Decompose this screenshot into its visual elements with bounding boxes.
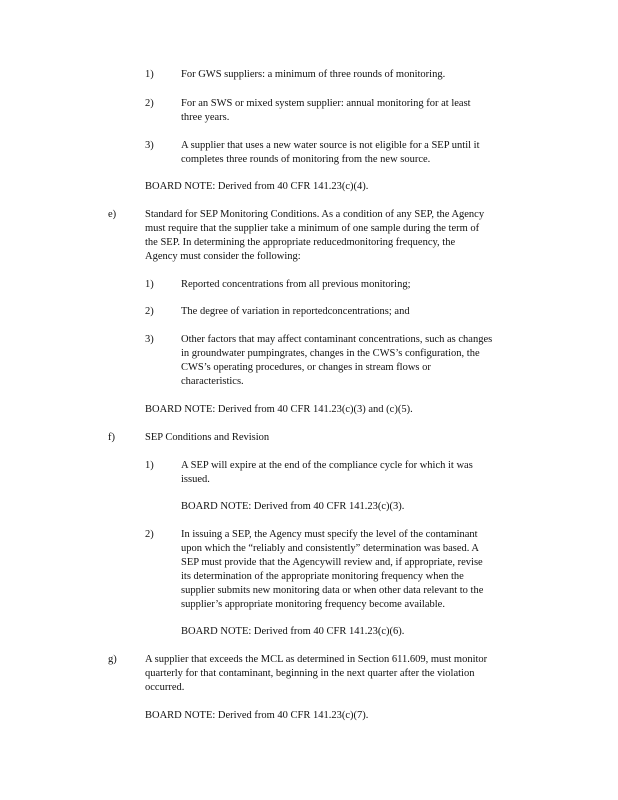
item-text: For GWS suppliers: a minimum of three rounds of monitoring. [181, 69, 446, 80]
item-number: 1) [145, 460, 154, 471]
section-text: A supplier that exceeds the MCL as determined in Section 611.609, must monitor quarterly for that contaminant, beginning in the next quarter after the violation occurred. [145, 654, 488, 693]
item-number: 2) [145, 306, 154, 317]
item-text: A SEP will expire at the end of the compliance cycle for which it was issued. [181, 460, 473, 485]
item-number: 2) [145, 98, 154, 109]
section-letter: e) [108, 209, 117, 220]
item-number: 3) [145, 334, 154, 345]
board-note: BOARD NOTE: Derived from 40 CFR 141.23(c)(3). [181, 501, 405, 512]
board-note: BOARD NOTE: Derived from 40 CFR 141.23(c)(6). [181, 626, 405, 637]
section-letter: g) [108, 654, 117, 665]
item-text: The degree of variation in reportedconcentrations; and [181, 306, 410, 317]
item-text: A supplier that uses a new water source is not eligible for a SEP until it completes three rounds of monitoring from the new source. [181, 140, 480, 165]
item-number: 1) [145, 69, 154, 80]
board-note: BOARD NOTE: Derived from 40 CFR 141.23(c)(3) and (c)(5). [145, 404, 413, 415]
item-text: Reported concentrations from all previous monitoring; [181, 279, 411, 290]
item-number: 3) [145, 140, 154, 151]
item-text: In issuing a SEP, the Agency must specify the level of the contaminant upon which the “reliably and consistently” determination was based. A SEP must provide that the Agencywill review and, if appropriate, revise its determination of the appropriate monitoring frequency when the supplier submits new monitoring data or when other data relevant to the supplier’s appropriate monitoring frequency become available. [181, 529, 484, 610]
board-note: BOARD NOTE: Derived from 40 CFR 141.23(c)(4). [145, 181, 369, 192]
item-text: Other factors that may affect contaminant concentrations, such as changes in groundwater pumpingrates, changes in the CWS’s configuration, the CWS’s operating procedures, or changes in stream flows or characteristics. [181, 334, 493, 387]
item-number: 1) [145, 279, 154, 290]
item-text: For an SWS or mixed system supplier: annual monitoring for at least three years. [181, 98, 471, 123]
section-text: SEP Conditions and Revision [145, 432, 270, 443]
board-note: BOARD NOTE: Derived from 40 CFR 141.23(c)(7). [145, 710, 369, 721]
section-text: Standard for SEP Monitoring Conditions. As a condition of any SEP, the Agency must require that the supplier take a minimum of one sample during the term of the SEP. In determining the appropriate reducedmonitoring frequency, the Agency must consider the following: [145, 209, 485, 262]
item-number: 2) [145, 529, 154, 540]
section-letter: f) [108, 432, 115, 443]
